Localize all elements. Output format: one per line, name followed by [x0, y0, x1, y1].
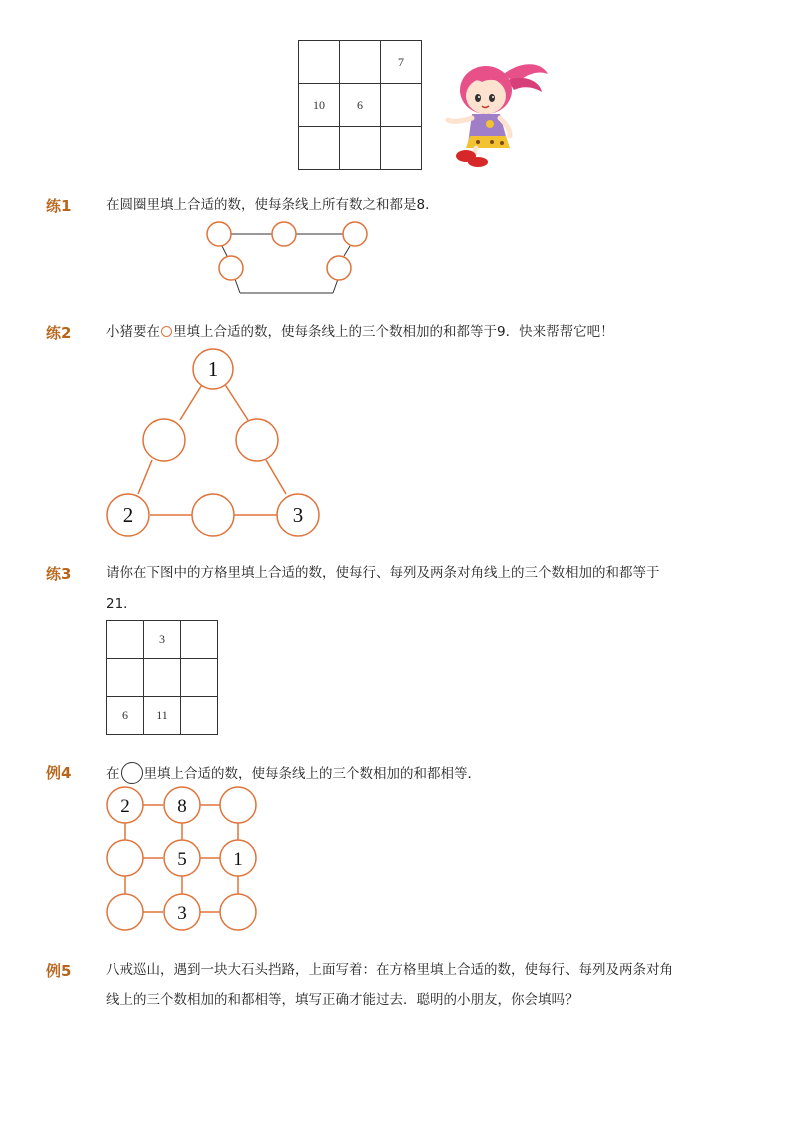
ex4-circle: [107, 840, 143, 876]
ex4-cell-value: 3: [177, 903, 187, 924]
ex4-cell-value: 2: [120, 796, 130, 817]
exercise-1-diagram: [200, 218, 375, 298]
ex2-circle-bottom-middle: [192, 494, 234, 536]
example-4-grid-diagram: [100, 784, 265, 936]
ex3-grid-cell: [107, 659, 144, 697]
exercise-3-grid: [106, 620, 218, 735]
top-grid-cell: [381, 84, 422, 127]
ex3-grid-cell: 11: [144, 697, 181, 735]
ex1-circle: [327, 256, 351, 280]
cartoon-girl-illustration: [442, 52, 552, 167]
ex3-grid-cell: [181, 697, 218, 735]
example-4-label: 例4: [46, 764, 72, 782]
top-grid-cell: [299, 41, 340, 84]
ex2-node-bottom-left: 2: [122, 503, 134, 527]
top-grid-cell: 10: [299, 84, 340, 127]
ex4-circle: [220, 787, 256, 823]
exercise-3-text-line1: 请你在下图中的方格里填上合适的数，使每行、每列及两条对角线上的三个数相加的和都等于: [106, 565, 660, 581]
ex2-circle-left: [143, 419, 185, 461]
ex1-circle: [343, 222, 367, 246]
ex2-circle-right: [236, 419, 278, 461]
ex3-grid-cell: [107, 621, 144, 659]
circle-icon: [121, 762, 143, 784]
ex3-grid-cell: [181, 659, 218, 697]
exercise-2-label: 练2: [46, 324, 72, 342]
top-grid-cell: 7: [381, 41, 422, 84]
ex1-circle: [207, 222, 231, 246]
ex1-circle: [219, 256, 243, 280]
exercise-2-triangle-diagram: [100, 343, 325, 538]
ex4-cell-value: 5: [177, 849, 187, 870]
exercise-1-label: 练1: [46, 197, 72, 215]
ex4-circle: [107, 894, 143, 930]
top-grid-cell: 6: [340, 84, 381, 127]
exercise-1-text: 在圆圈里填上合适的数，使每条线上所有数之和都是8．: [106, 197, 439, 213]
exercise-2-text: [106, 322, 614, 342]
top-grid-cell: [381, 127, 422, 170]
exercise-3-text-line2: 21．: [106, 596, 137, 612]
top-grid-cell: [340, 127, 381, 170]
ex4-cell-value: 1: [233, 849, 243, 870]
ex3-grid-cell: [144, 659, 181, 697]
ex3-grid-cell: 3: [144, 621, 181, 659]
example-4-text-before: 在: [106, 766, 120, 782]
ex3-grid-cell: [181, 621, 218, 659]
ex1-circle: [272, 222, 296, 246]
exercise-2-text-before: 小猪要在: [106, 324, 160, 340]
ex3-grid-cell: 6: [107, 697, 144, 735]
ex4-circle: [220, 894, 256, 930]
small-circle-icon: [161, 326, 172, 337]
example-5-text-line1: 八戒巡山，遇到一块大石头挡路，上面写着：在方格里填上合适的数，使每行、每列及两条对角: [106, 962, 673, 978]
example-5-label: 例5: [46, 962, 72, 980]
example-5-text-line2: 线上的三个数相加的和都相等，填写正确才能过去．聪明的小朋友，你会填吗？: [106, 992, 579, 1008]
example-4-text: [106, 762, 481, 784]
ex2-node-bottom-right: 3: [292, 503, 304, 527]
exercise-3-label: 练3: [46, 565, 72, 583]
top-grid-cell: [299, 127, 340, 170]
example-4-text-after: 里填上合适的数，使每条线上的三个数相加的和都相等．: [143, 766, 481, 782]
ex2-node-top: 1: [207, 357, 219, 381]
ex4-cell-value: 8: [177, 796, 187, 817]
top-grid-cell: [340, 41, 381, 84]
exercise-2-text-after: 里填上合适的数，使每条线上的三个数相加的和都等于9．快来帮帮它吧！: [173, 324, 614, 340]
top-grid: [298, 40, 422, 170]
